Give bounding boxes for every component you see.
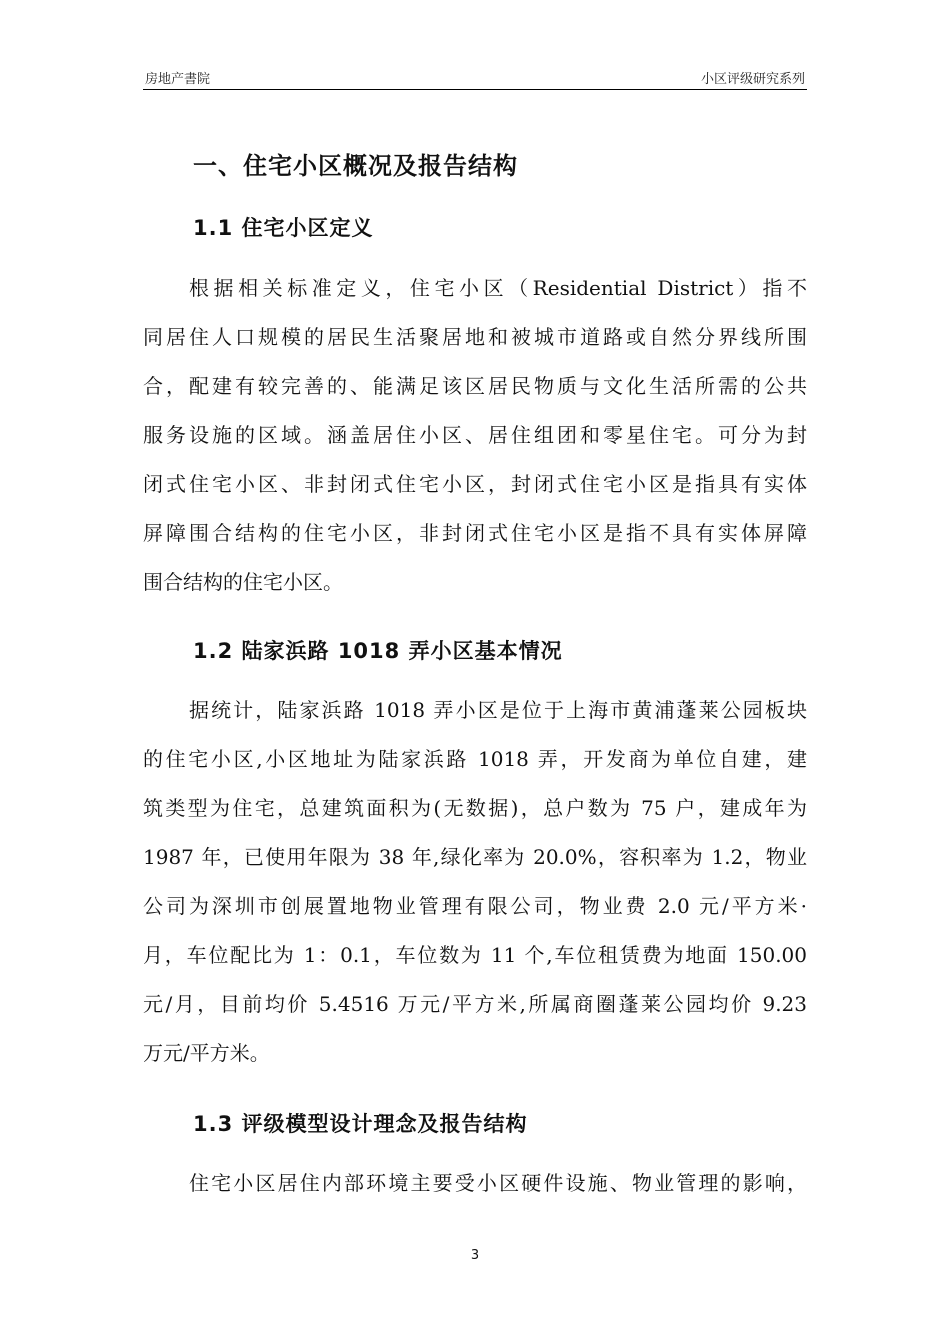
header-right: 小区评级研究系列 <box>700 72 805 87</box>
paragraph-line: 屏障围合结构的住宅小区，非封闭式住宅小区是指不具有实体屏障 <box>143 521 807 545</box>
header-left: 房地产書院 <box>145 72 211 87</box>
paragraph-line: 闭式住宅小区、非封闭式住宅小区，封闭式住宅小区是指具有实体 <box>143 472 807 496</box>
paragraph-line: 围合结构的住宅小区。 <box>143 570 343 594</box>
section-heading-1-1: 1.1 住宅小区定义 <box>193 216 374 240</box>
section-heading-1-2: 1.2 陆家浜路 1018 弄小区基本情况 <box>193 639 563 663</box>
section-1-3-paragraph <box>143 1159 807 1208</box>
paragraph-line: 服务设施的区域。涵盖居住小区、居住组团和零星住宅。可分为封 <box>143 423 807 447</box>
paragraph-line: 住宅小区居住内部环境主要受小区硬件设施、物业管理的影响， <box>189 1171 807 1195</box>
paragraph-line: 据统计，陆家浜路 1018 弄小区是位于上海市黄浦蓬莱公园板块 <box>189 698 807 722</box>
section-1-1-paragraph <box>143 264 807 607</box>
header-divider <box>143 89 807 90</box>
paragraph-line: 1987 年，已使用年限为 38 年,绿化率为 20.0%，容积率为 1.2，物业 <box>143 845 807 869</box>
paragraph-line: 元/月，目前均价 5.4516 万元/平方米,所属商圈蓬莱公园均价 9.23 <box>143 992 807 1016</box>
paragraph-line: 公司为深圳市创展置地物业管理有限公司，物业费 2.0 元/平方米· <box>143 894 807 918</box>
page-number: 3 <box>470 1248 480 1263</box>
paragraph-line: 万元/平方米。 <box>143 1041 270 1065</box>
paragraph-line: 的住宅小区,小区地址为陆家浜路 1018 弄，开发商为单位自建，建 <box>143 747 807 771</box>
paragraph-line: 筑类型为住宅，总建筑面积为(无数据)，总户数为 75 户，建成年为 <box>143 796 807 820</box>
section-heading-1-3: 1.3 评级模型设计理念及报告结构 <box>193 1112 528 1136</box>
paragraph-line: 月，车位配比为 1：0.1，车位数为 11 个,车位租赁费为地面 150.00 <box>143 943 807 967</box>
section-1-2-paragraph <box>143 686 807 1078</box>
paragraph-line: 根据相关标准定义，住宅小区（Residential District）指不 <box>189 276 807 300</box>
paragraph-line: 合，配建有较完善的、能满足该区居民物质与文化生活所需的公共 <box>143 374 807 398</box>
chapter-heading: 一、住宅小区概况及报告结构 <box>193 152 518 180</box>
paragraph-line: 同居住人口规模的居民生活聚居地和被城市道路或自然分界线所围 <box>143 325 807 349</box>
